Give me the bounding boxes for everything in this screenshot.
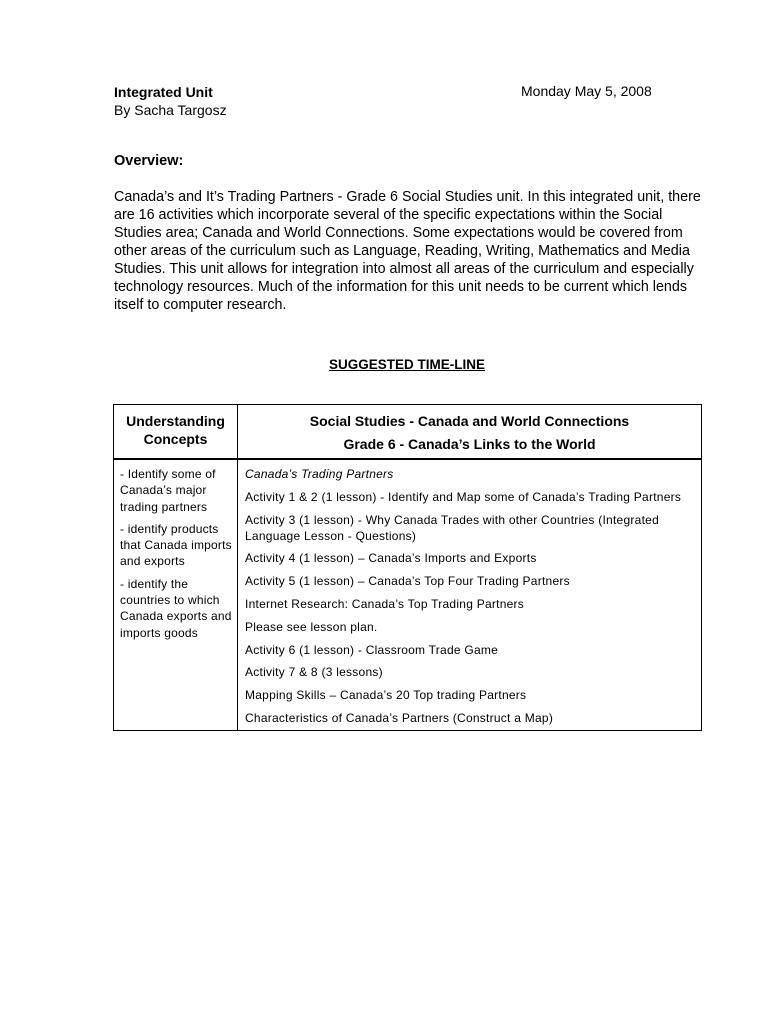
- list-item: Activity 6 (1 lesson) - Classroom Trade Game: [245, 642, 499, 657]
- timeline-table: [113, 404, 702, 731]
- list-item: Activity 1 & 2 (1 lesson) - Identify and Map some of Canada’s Trading Partners: [245, 489, 682, 504]
- concepts-header-label: Understanding Concepts: [126, 413, 225, 447]
- list-item: Internet Research: Canada’s Top Trading Partners: [245, 596, 525, 611]
- unit-title: Integrated Unit: [114, 84, 213, 100]
- list-item: - identify the countries to which Canada exports and imports goods: [120, 576, 232, 640]
- list-item: - Identify some of Canada’s major trading partners: [120, 467, 216, 514]
- list-item: Activity 7 & 8 (3 lessons): [245, 665, 383, 680]
- list-item: - identify products that Canada imports and exports: [120, 521, 232, 569]
- concepts-header: [114, 405, 238, 460]
- table-header-row: [114, 405, 702, 460]
- strand-header-line2: Grade 6 - Canada’s Links to the World: [343, 436, 596, 452]
- author-line: By Sacha Targosz: [114, 102, 227, 118]
- activities-cell: [238, 459, 702, 730]
- list-item: Mapping Skills – Canada’s 20 Top trading Partners: [245, 688, 527, 703]
- document-date: Monday May 5, 2008: [521, 83, 652, 99]
- list-item: Activity 3 (1 lesson) - Why Canada Trades with other Countries (Integrated Language Lesson - Questions): [245, 512, 660, 543]
- list-item: Activity 5 (1 lesson) – Canada’s Top Four Trading Partners: [245, 574, 570, 589]
- list-item: Please see lesson plan.: [245, 619, 378, 634]
- list-item: Activity 4 (1 lesson) – Canada’s Imports and Exports: [245, 551, 537, 566]
- table-body-row: [114, 459, 702, 730]
- section-title: Canada’s Trading Partners: [245, 467, 394, 481]
- list-item: Characteristics of Canada’s Partners (Construct a Map): [245, 710, 554, 725]
- timeline-heading: SUGGESTED TIME-LINE: [328, 357, 485, 372]
- strand-header-line1: Social Studies - Canada and World Connections: [309, 413, 630, 429]
- overview-heading: Overview:: [114, 153, 184, 169]
- concepts-cell: [114, 459, 238, 730]
- overview-paragraph: Canada’s and It’s Trading Partners - Grade 6 Social Studies unit. In this integrated unit, there are 16 activities which incorporate several of the specific expectations within the Social Studies area; Canada and World Connections. Some expectations would be covered from other areas of the curriculum such as Language, Reading, Writing, Mathematics and Media Studies. This unit allows for integration into almost all areas of the curriculum and especially technology resources. Much of the information for this unit needs to be current which lends itself to computer research.: [114, 189, 701, 313]
- strand-header: [238, 405, 702, 460]
